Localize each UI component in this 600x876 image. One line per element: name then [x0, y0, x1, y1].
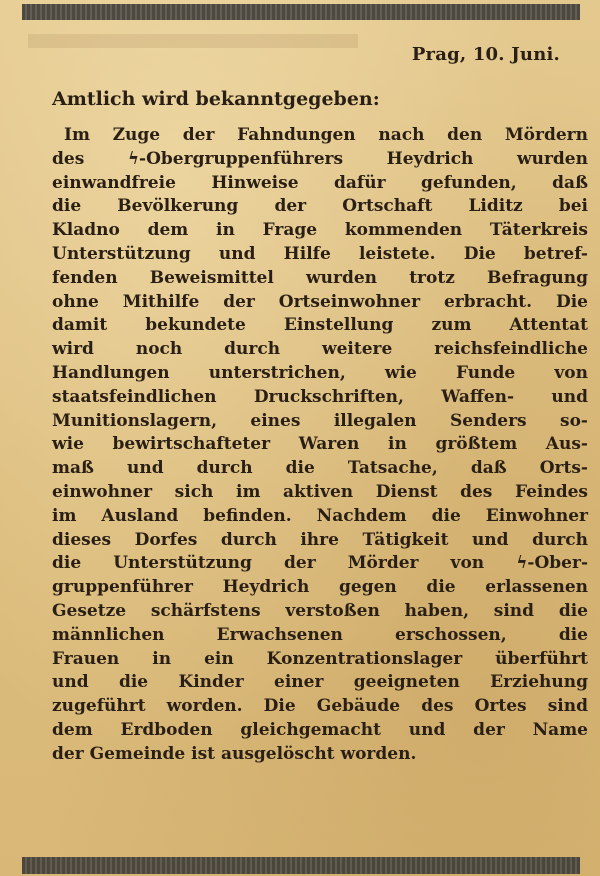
article-line: die Unterstützung der Mörder von ϟ-Ober- — [52, 553, 588, 574]
article-line: und die Kinder einer geeigneten Erziehung — [52, 672, 588, 693]
article-line: wird noch durch weitere reichsfeindliche — [52, 339, 588, 360]
article-line: staatsfeindlichen Druckschriften, Waffen- und — [52, 386, 588, 407]
article-line: einwandfreie Hinweise dafür gefunden, daß — [52, 172, 588, 193]
article-line: Handlungen unterstrichen, wie Funde von — [52, 362, 588, 383]
bottom-rule — [22, 857, 580, 874]
article-line: im Ausland befinden. Nachdem die Einwohner — [52, 505, 588, 526]
dateline: Prag, 10. Juni. — [411, 44, 560, 65]
article-line: fenden Beweismittel wurden trotz Befragung — [52, 267, 588, 288]
article-line: Frauen in ein Konzentrationslager überführt — [52, 648, 588, 669]
article-line: Unterstützung und Hilfe leistete. Die betref- — [52, 243, 588, 264]
article-line: Kladno dem in Frage kommenden Täterkreis — [52, 220, 588, 241]
article-line: dieses Dorfes durch ihre Tätigkeit und durch — [52, 529, 588, 550]
faded-header-strip — [28, 34, 358, 48]
article-line: Gesetze schärfstens verstoßen haben, sind die — [52, 600, 588, 621]
article-line: Im Zuge der Fahndungen nach den Mördern — [64, 125, 588, 145]
article-line: des ϟ-Obergruppenführers Heydrich wurden — [52, 148, 588, 169]
article-line: ohne Mithilfe der Ortseinwohner erbracht. Die — [52, 291, 588, 312]
article-line: der Gemeinde ist ausgelöscht worden. — [52, 743, 417, 764]
article-line: dem Erdboden gleichgemacht und der Name — [52, 719, 588, 740]
article-line: gruppenführer Heydrich gegen die erlassenen — [52, 577, 588, 598]
top-rule — [22, 4, 580, 20]
article-line: die Bevölkerung der Ortschaft Liditz bei — [52, 196, 588, 217]
article-line: damit bekundete Einstellung zum Attentat — [52, 315, 588, 336]
announcement-heading: Amtlich wird bekanntgegeben: — [52, 88, 380, 110]
article-line: wie bewirtschafteter Waren in größtem Aus- — [52, 434, 588, 455]
article-line: maß und durch die Tatsache, daß Orts- — [52, 458, 588, 479]
article-line: Munitionslagern, eines illegalen Senders so- — [52, 410, 588, 431]
article-line: einwohner sich im aktiven Dienst des Feindes — [52, 481, 588, 502]
article-body — [52, 124, 588, 767]
article-line: zugeführt worden. Die Gebäude des Ortes sind — [52, 696, 588, 717]
article-line: männlichen Erwachsenen erschossen, die — [52, 624, 588, 645]
